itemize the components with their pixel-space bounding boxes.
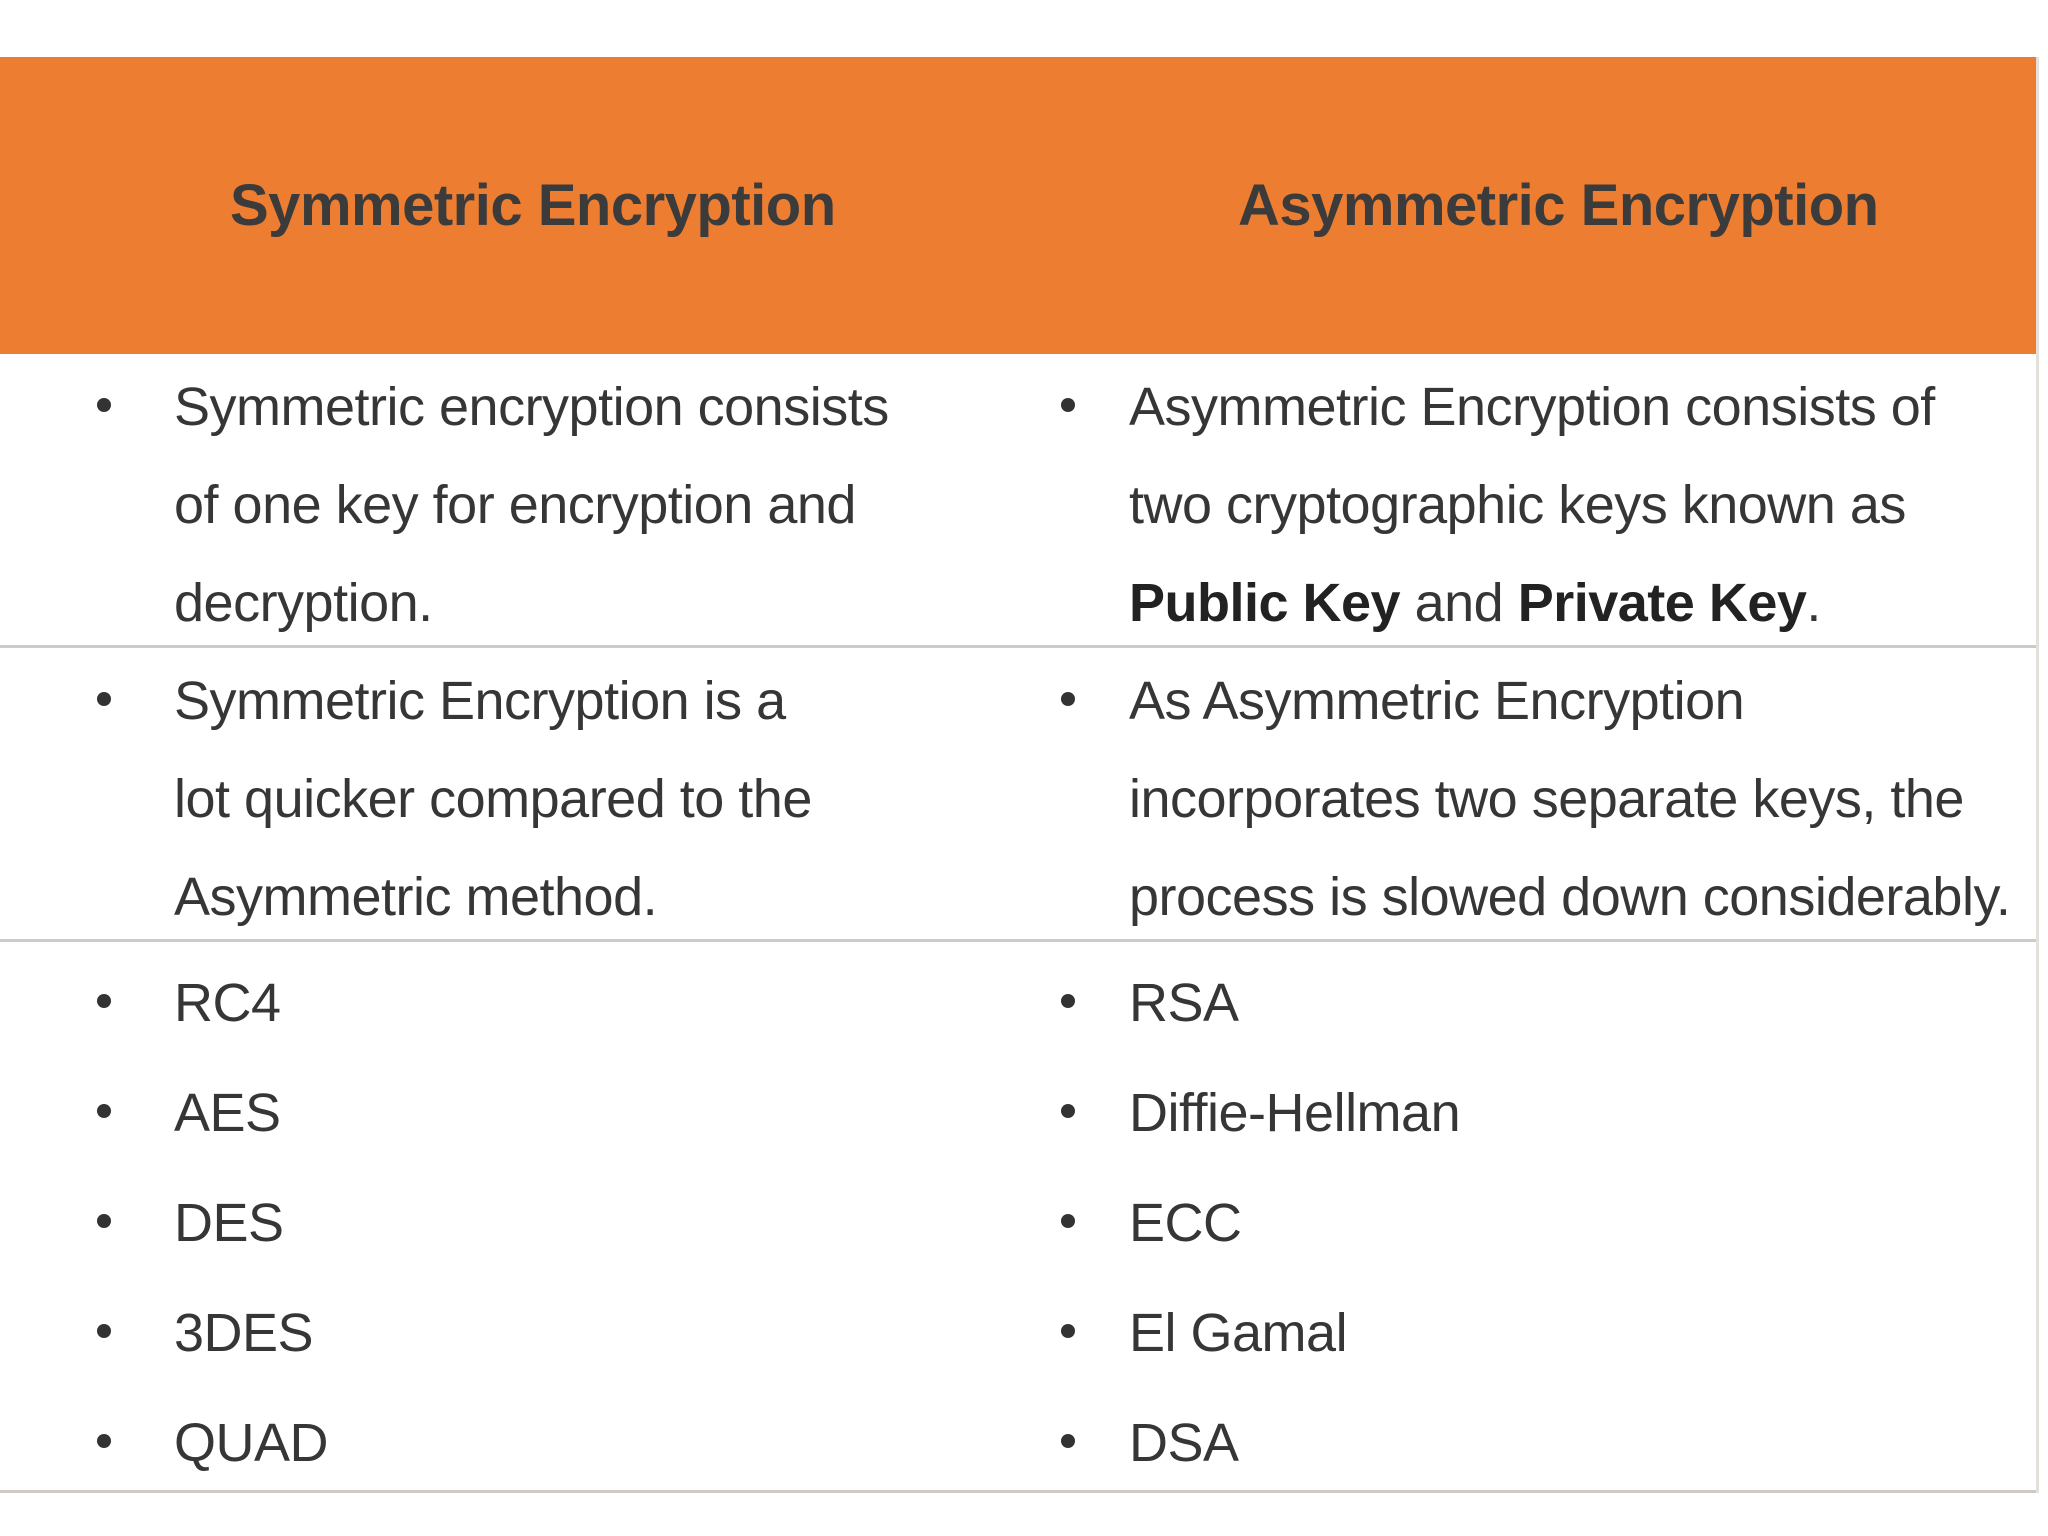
item-text-part: Asymmetric Encryption consists of two cryptographic keys known as xyxy=(1129,377,1935,535)
asymmetric-cell xyxy=(1010,648,2036,946)
header-asymmetric: Asymmetric Encryption xyxy=(1238,173,1879,238)
bullet-icon xyxy=(97,1214,111,1228)
algorithm-name: RC4 xyxy=(174,973,281,1033)
list-item xyxy=(1010,1278,2036,1388)
symmetric-cell xyxy=(0,648,1010,946)
list-item xyxy=(1010,652,2024,946)
list-item xyxy=(0,358,894,652)
item-text: As Asymmetric Encryption incorporates two separate keys, the process is slowed down considerably. xyxy=(1129,671,2011,927)
asymmetric-cell xyxy=(1010,354,2036,652)
header-symmetric: Symmetric Encryption xyxy=(230,173,836,238)
list-item xyxy=(1010,1388,2036,1498)
algorithm-name: QUAD xyxy=(174,1413,329,1473)
list-item xyxy=(0,652,854,946)
bullet-icon xyxy=(97,398,111,412)
list-item xyxy=(1010,358,1999,652)
algorithm-name: RSA xyxy=(1129,973,1239,1033)
list-item xyxy=(1010,1058,2036,1168)
item-text: Symmetric Encryption is a lot quicker compared to the Asymmetric method. xyxy=(174,671,812,927)
symmetric-algorithms-cell xyxy=(0,942,1010,1498)
algorithm-name: DES xyxy=(174,1193,284,1253)
item-text-part: . xyxy=(1806,573,1821,633)
algorithm-name: AES xyxy=(174,1083,281,1143)
table-row xyxy=(0,354,2036,648)
bullet-icon xyxy=(97,994,111,1008)
list-item xyxy=(0,948,1010,1058)
bullet-icon xyxy=(97,1104,111,1118)
algorithm-name: DSA xyxy=(1129,1413,1239,1473)
symmetric-cell xyxy=(0,354,1010,652)
algorithm-name: 3DES xyxy=(174,1303,314,1363)
bullet-icon xyxy=(1061,692,1075,706)
algorithm-name: El Gamal xyxy=(1129,1303,1348,1363)
table-row xyxy=(0,942,2036,1493)
item-text-part: and xyxy=(1400,573,1518,633)
bullet-icon xyxy=(97,1434,111,1448)
bullet-icon xyxy=(97,692,111,706)
list-item xyxy=(0,1168,1010,1278)
algorithm-name: ECC xyxy=(1129,1193,1242,1253)
bullet-icon xyxy=(1061,1104,1075,1118)
list-item xyxy=(0,1278,1010,1388)
table-row xyxy=(0,648,2036,942)
item-text-bold: Private Key xyxy=(1517,573,1807,633)
table-header xyxy=(0,57,2036,354)
list-item xyxy=(1010,1168,2036,1278)
bullet-icon xyxy=(1061,994,1075,1008)
bullet-icon xyxy=(1061,398,1075,412)
asymmetric-algorithms-cell xyxy=(1010,942,2036,1498)
list-item xyxy=(0,1388,1010,1498)
list-item xyxy=(0,1058,1010,1168)
algorithm-name: Diffie-Hellman xyxy=(1129,1083,1461,1143)
item-text: Symmetric encryption consists of one key for encryption and decryption. xyxy=(174,377,889,633)
bullet-icon xyxy=(1061,1214,1075,1228)
bullet-icon xyxy=(97,1324,111,1338)
encryption-comparison-table xyxy=(0,57,2039,1493)
bullet-icon xyxy=(1061,1324,1075,1338)
item-text-bold: Public Key xyxy=(1129,573,1401,633)
list-item xyxy=(1010,948,2036,1058)
bullet-icon xyxy=(1061,1434,1075,1448)
